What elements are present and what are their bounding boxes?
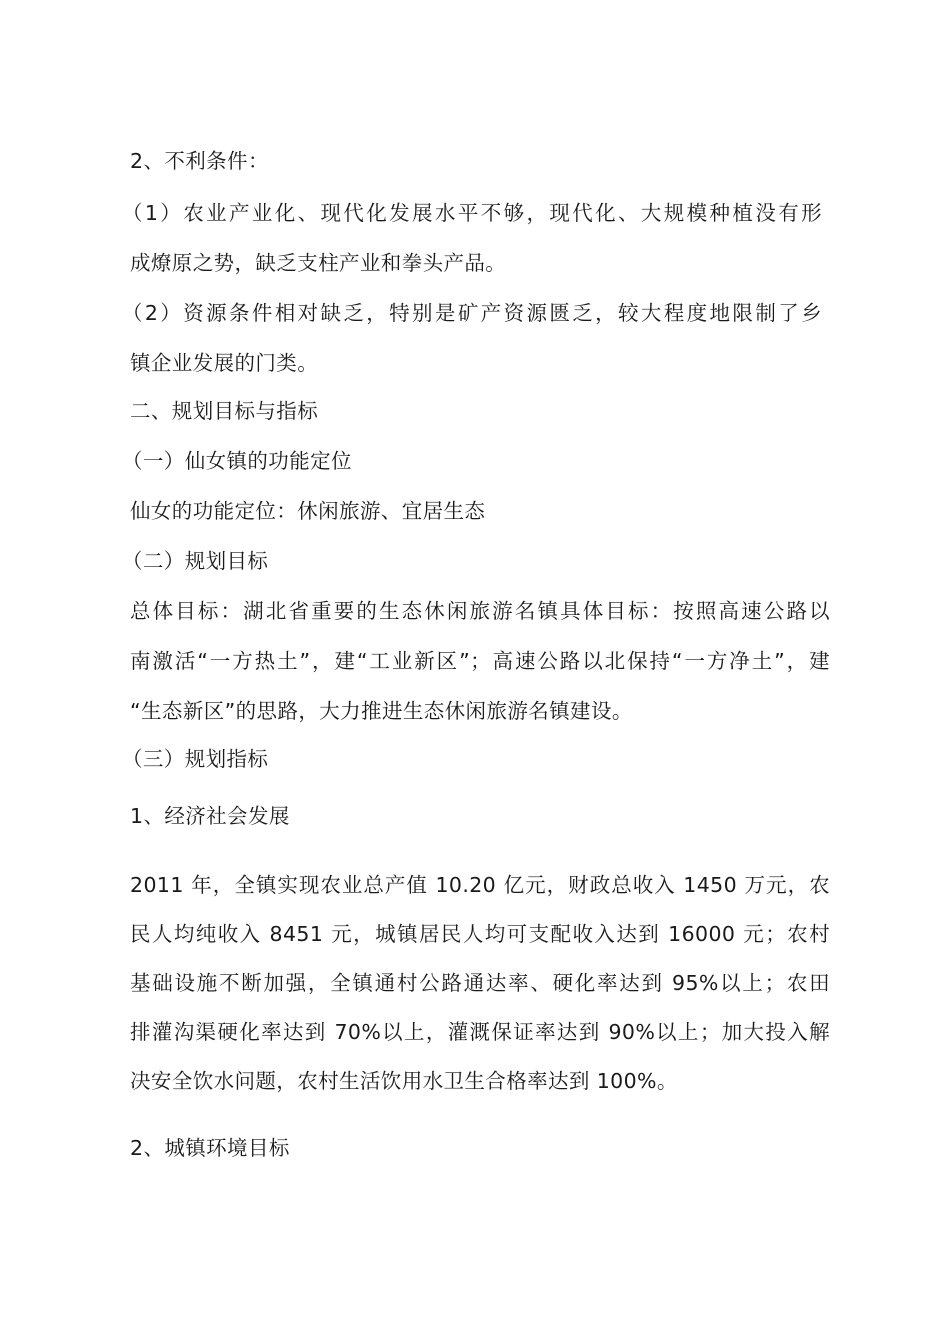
heading-town-environment-goals: 2、城镇环境目标	[130, 1136, 290, 1160]
paragraph-line: （1）农业产业化、现代化发展水平不够，现代化、大规模种植没有形	[122, 201, 822, 225]
paragraph-line: 2011 年，全镇实现农业总产值 10.20 亿元，财政总收入 1450 万元，农	[130, 873, 830, 897]
subheading-function-positioning: （一）仙女镇的功能定位	[122, 449, 352, 473]
paragraph-line: 总体目标：湖北省重要的生态休闲旅游名镇具体目标：按照高速公路以	[130, 599, 830, 623]
paragraph-line: 镇企业发展的门类。	[130, 351, 319, 375]
paragraph-line: 排灌沟渠硬化率达到 70%以上，灌溉保证率达到 90%以上；加大投入解	[130, 1020, 830, 1044]
paragraph-line: 南激活“一方热土”，建“工业新区”；高速公路以北保持“一方净土”，建	[130, 649, 830, 673]
paragraph-line: 基础设施不断加强，全镇通村公路通达率、硬化率达到 95%以上；农田	[130, 971, 830, 995]
subheading-planning-indicators: （三）规划指标	[122, 747, 269, 771]
paragraph-line: 仙女的功能定位：休闲旅游、宜居生态	[130, 499, 486, 523]
subheading-planning-goals: （二）规划目标	[122, 549, 269, 573]
paragraph-line: 民人均纯收入 8451 元，城镇居民人均可支配收入达到 16000 元；农村	[130, 922, 830, 946]
section-heading-planning-goals: 二、规划目标与指标	[130, 399, 319, 423]
heading-unfavorable-conditions: 2、不利条件：	[130, 149, 269, 173]
heading-economic-social-development: 1、经济社会发展	[130, 804, 290, 828]
paragraph-line: “生态新区”的思路，大力推进生态休闲旅游名镇建设。	[130, 699, 633, 723]
paragraph-line: （2）资源条件相对缺乏，特别是矿产资源匮乏，较大程度地限制了乡	[122, 301, 822, 325]
paragraph-line: 成燎原之势，缺乏支柱产业和拳头产品。	[130, 251, 507, 275]
paragraph-line: 决安全饮水问题，农村生活饮用水卫生合格率达到 100%。	[130, 1069, 678, 1093]
